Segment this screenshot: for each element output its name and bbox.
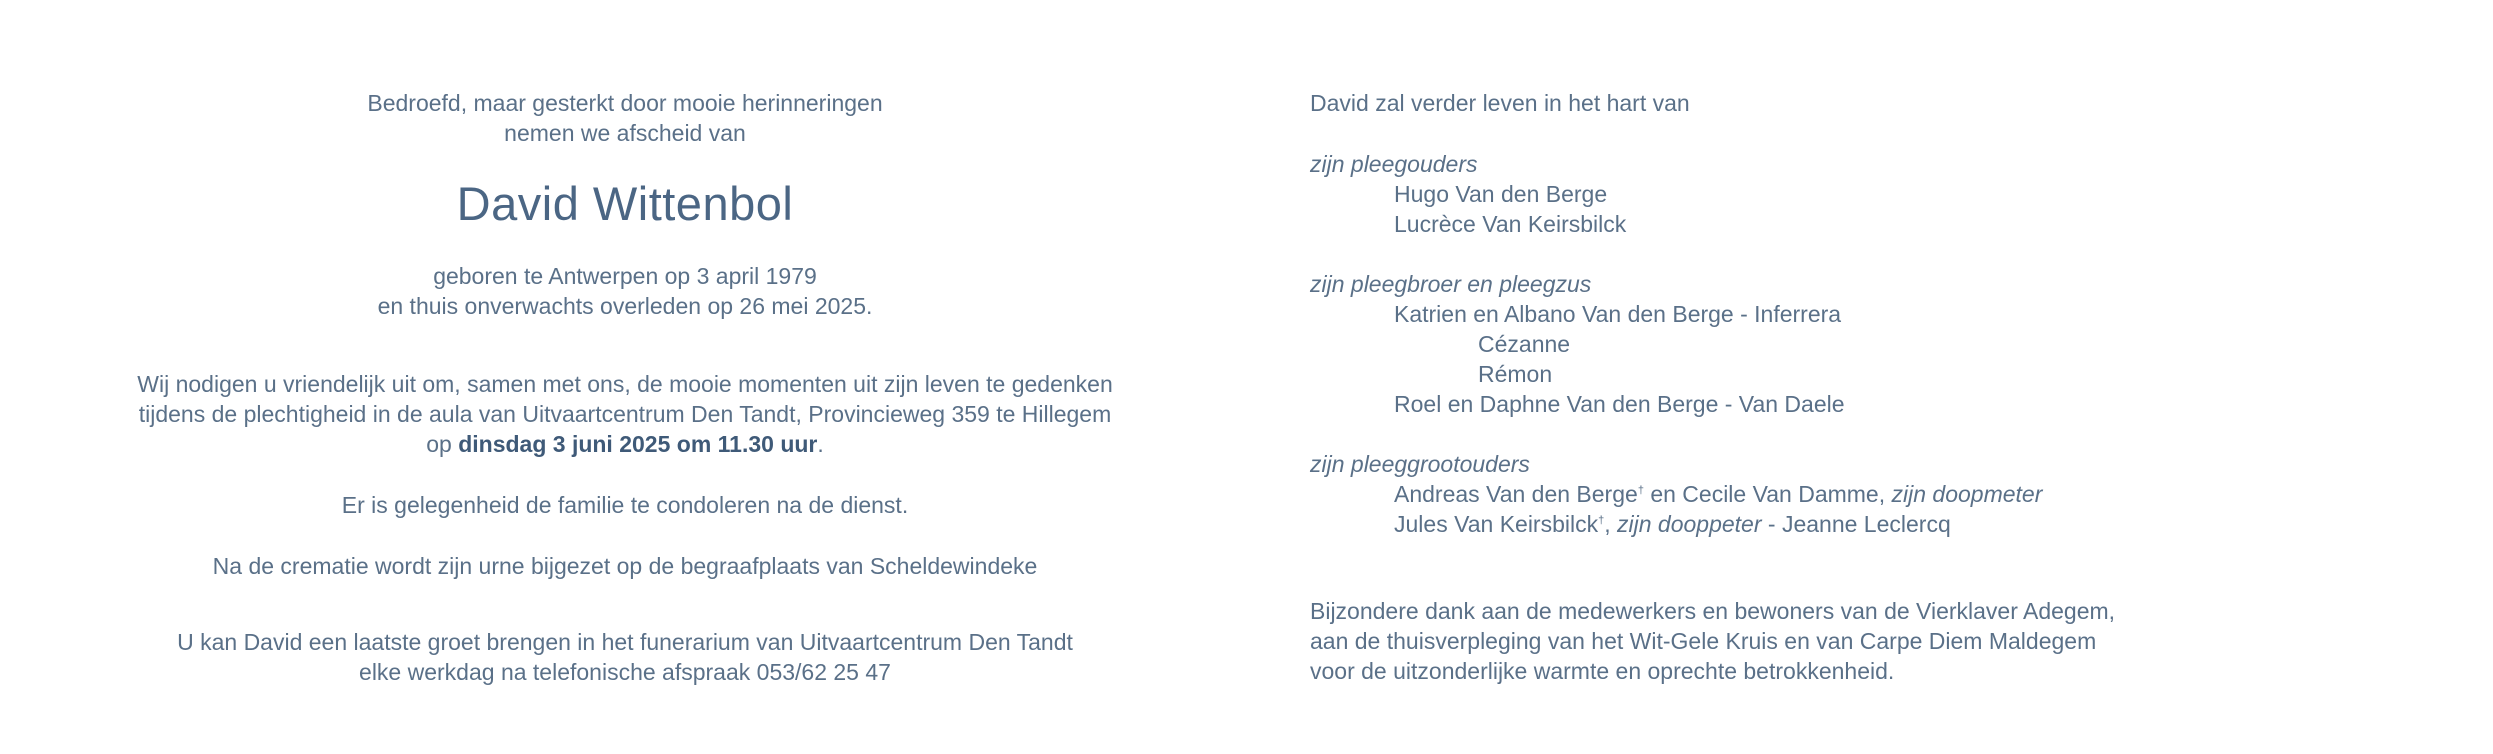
grandchild-name: Rémon	[1478, 361, 1553, 387]
ceremony-date-prefix: op	[426, 431, 459, 457]
sibling-couple: Katrien en Albano Van den Berge - Inferrera	[1394, 301, 1842, 327]
grandchild-name: Cézanne	[1478, 331, 1571, 357]
separator-text: ,	[1604, 511, 1618, 537]
sibling-couple: Roel en Daphne Van den Berge - Van Daele	[1394, 391, 1845, 417]
ceremony-invitation	[110, 369, 1140, 459]
ceremony-date-suffix: .	[817, 431, 824, 457]
ceremony-datetime: dinsdag 3 juni 2025 om 11.30 uur	[458, 431, 818, 457]
birth-line: geboren te Antwerpen op 3 april 1979	[433, 263, 817, 289]
foster-grandparents-section	[1310, 449, 2460, 539]
grandparents-line	[1310, 479, 2460, 509]
grandparents-line	[1310, 509, 2460, 539]
foster-parent-name: Lucrèce Van Keirsbilck	[1394, 211, 1627, 237]
urn-text: Na de crematie wordt zijn urne bijgezet op de begraafplaats van Scheldewindeke	[212, 553, 1038, 579]
visitation-line: U kan David een laatste groet brengen in het funerarium van Uitvaartcentrum Den Tandt	[177, 629, 1073, 655]
deceased-name: David Wittenbol	[456, 177, 794, 230]
ceremony-date-line	[110, 429, 1140, 459]
thanks-line: voor de uitzonderlijke warmte en oprechte betrokkenheid.	[1310, 658, 1895, 684]
death-line: en thuis onverwachts overleden op 26 mei 2025.	[377, 293, 873, 319]
grandparent-name: Andreas Van den Berge	[1394, 481, 1638, 507]
intro-text	[110, 88, 1140, 148]
godparent-role: zijn dooppeter	[1617, 511, 1762, 537]
foster-grandparents-heading: zijn pleeggrootouders	[1310, 451, 1530, 477]
foster-parents-section	[1310, 149, 2460, 239]
foster-parents-heading: zijn pleegouders	[1310, 151, 1478, 177]
grandparent-name: - Jeanne Leclercq	[1761, 511, 1951, 537]
intro-line: Bedroefd, maar gesterkt door mooie herinneringen	[367, 90, 883, 116]
invitation-line: Wij nodigen u vriendelijk uit om, samen met ons, de mooie momenten uit zijn leven te gedenken	[137, 371, 1113, 397]
grandparent-name: en Cecile Van Damme,	[1643, 481, 1892, 507]
grandparent-name: Jules Van Keirsbilck	[1394, 511, 1599, 537]
invitation-line: tijdens de plechtigheid in de aula van Uitvaartcentrum Den Tandt, Provincieweg 359 te Hillegem	[138, 401, 1112, 427]
visitation-text	[110, 627, 1140, 687]
birth-death-dates	[110, 261, 1140, 321]
thanks-line: aan de thuisverpleging van het Wit-Gele Kruis en van Carpe Diem Maldegem	[1310, 628, 2097, 654]
foster-parent-name: Hugo Van den Berge	[1394, 181, 1608, 207]
intro-line: nemen we afscheid van	[504, 120, 746, 146]
godparent-role: zijn doopmeter	[1891, 481, 2043, 507]
deceased-cross-icon: †	[1637, 484, 1644, 497]
foster-siblings-heading: zijn pleegbroer en pleegzus	[1310, 271, 1592, 297]
visitation-phone-line: elke werkdag na telefonische afspraak 053/62 25 47	[359, 659, 891, 685]
condolences-text: Er is gelegenheid de familie te condoleren na de dienst.	[341, 492, 909, 518]
thanks-section	[1310, 596, 2460, 686]
deceased-cross-icon: †	[1598, 514, 1605, 527]
family-intro: David zal verder leven in het hart van	[1310, 90, 1690, 116]
thanks-line: Bijzondere dank aan de medewerkers en bewoners van de Vierklaver Adegem,	[1310, 598, 2116, 624]
foster-siblings-section	[1310, 269, 2460, 419]
